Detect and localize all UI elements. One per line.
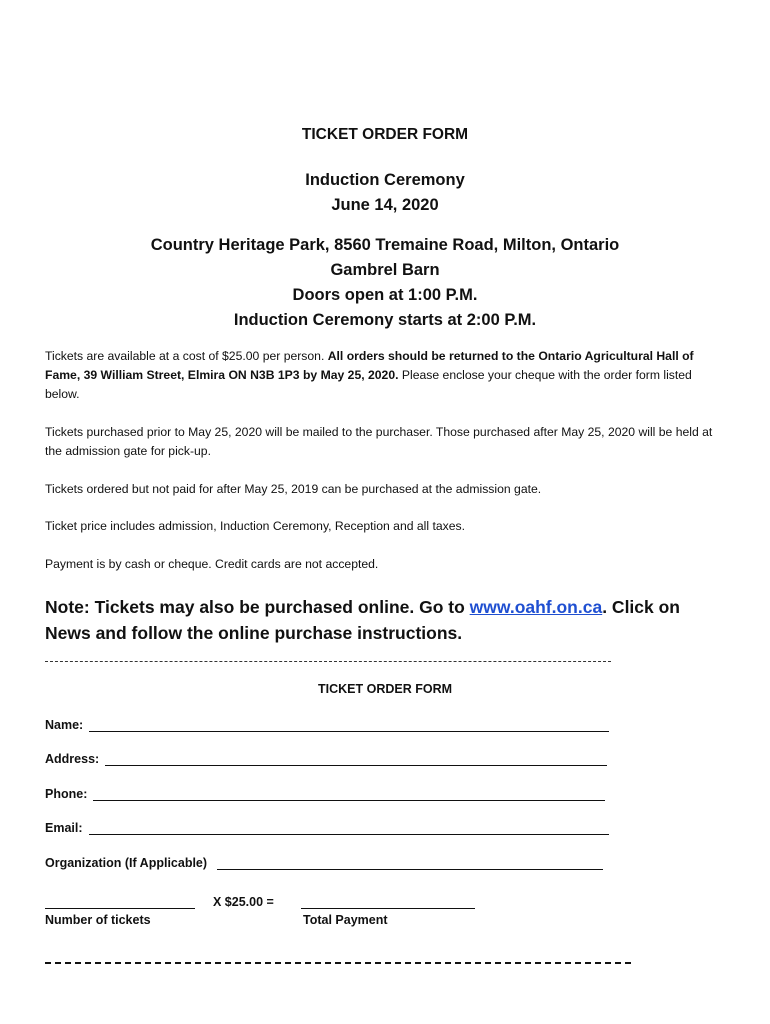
phone-field[interactable] xyxy=(45,787,605,801)
phone-input-line[interactable] xyxy=(93,788,605,801)
pricing-text: Tickets are available at a cost of $25.00 per person. xyxy=(45,349,328,363)
event-info xyxy=(45,168,725,218)
ticket-quantity-label: Number of tickets xyxy=(45,913,151,927)
venue-building: Gambrel Barn xyxy=(330,261,440,279)
form-heading: TICKET ORDER FORM xyxy=(301,126,469,143)
note-prefix: Note: Tickets may also be purchased online. Go to xyxy=(45,597,470,617)
name-label: Name: xyxy=(45,718,84,732)
price-multiplier: X $25.00 = xyxy=(213,895,274,909)
organization-field[interactable] xyxy=(45,856,603,870)
paragraph-unpaid: Tickets ordered but not paid for after May 25, 2019 can be purchased at the admission gate. xyxy=(45,482,542,496)
email-label: Email: xyxy=(45,821,83,835)
ticket-quantity-line[interactable] xyxy=(45,908,195,909)
document-page xyxy=(45,0,725,1024)
order-form-title: TICKET ORDER FORM xyxy=(317,682,453,696)
paragraph-inclusions: Ticket price includes admission, Induction Ceremony, Reception and all taxes. xyxy=(45,519,465,533)
total-payment-line[interactable] xyxy=(301,908,475,909)
venue-address: Country Heritage Park, 8560 Tremaine Road, Milton, Ontario xyxy=(150,236,620,254)
cut-line-top xyxy=(45,661,611,662)
phone-label: Phone: xyxy=(45,787,88,801)
paragraph-pricing xyxy=(45,347,725,404)
address-field[interactable] xyxy=(45,752,607,766)
doors-open-time: Doors open at 1:00 P.M. xyxy=(292,286,478,304)
ceremony-start-time: Induction Ceremony starts at 2:00 P.M. xyxy=(233,311,537,329)
venue-info xyxy=(45,233,725,333)
address-label: Address: xyxy=(45,752,100,766)
email-field[interactable] xyxy=(45,821,609,835)
name-input-line[interactable] xyxy=(89,719,609,732)
email-input-line[interactable] xyxy=(89,822,609,835)
event-name: Induction Ceremony xyxy=(305,171,465,189)
return-instructions: All orders should be returned to the Ontario Agricultural Hall of Fame, 39 William Street, Elmira ON N3B 1P3 by May 25, 2020. xyxy=(45,349,694,382)
paragraph-payment: Payment is by cash or cheque. Credit cards are not accepted. xyxy=(45,557,379,571)
note-suffix: . Click on News and follow the online purchase instructions. xyxy=(45,597,680,643)
total-payment-label: Total Payment xyxy=(303,913,388,927)
cheque-instructions: Please enclose your cheque with the order form listed below. xyxy=(45,368,692,401)
cut-line-bottom xyxy=(45,962,631,964)
organization-input-line[interactable] xyxy=(217,857,603,870)
website-link[interactable]: www.oahf.on.ca xyxy=(469,597,603,617)
name-field[interactable] xyxy=(45,718,609,732)
paragraph-mailing: Tickets purchased prior to May 25, 2020 will be mailed to the purchaser. Those purchased after May 25, 2020 will be held at the admission gate for pick-up. xyxy=(45,425,713,458)
event-date: June 14, 2020 xyxy=(331,196,439,214)
organization-label: Organization (If Applicable) xyxy=(45,856,208,870)
address-input-line[interactable] xyxy=(105,753,607,766)
online-purchase-note xyxy=(45,594,725,646)
